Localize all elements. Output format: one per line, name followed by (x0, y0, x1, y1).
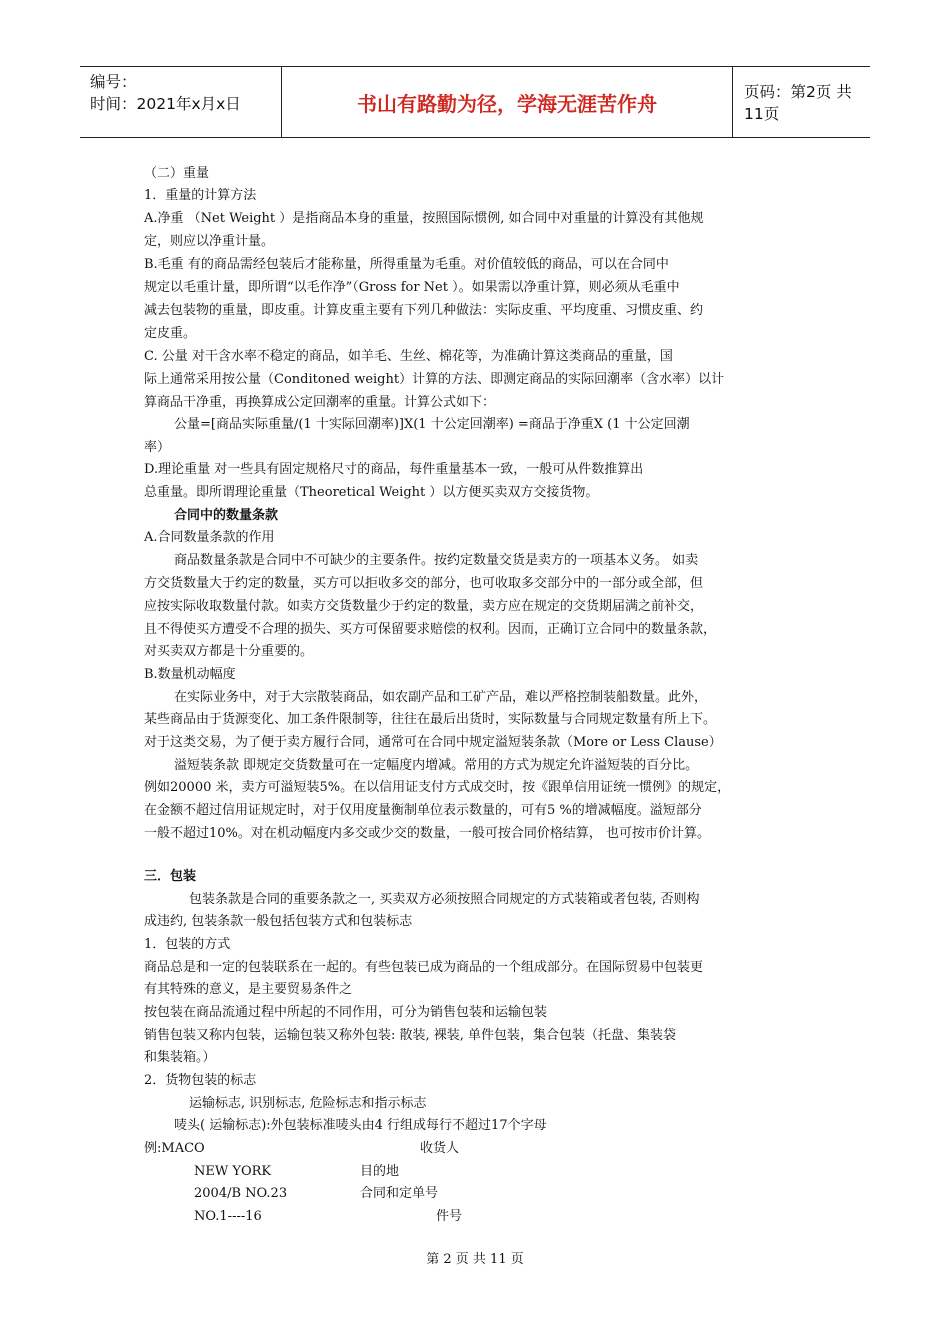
body-line: C. 公量 对干含水率不稳定的商品，如羊毛、生丝、棉花等，为准确计算这类商品的重量，国 (144, 349, 673, 364)
subsection-heading: 1．包装的方式 (144, 937, 231, 952)
body-line: 对买卖双方都是十分重要的。 (144, 644, 314, 659)
body-line: 方交货数量大于约定的数量，买方可以拒收多交的部分，也可收取多交部分中的一部分或全部，但 (144, 576, 704, 591)
document-date: 时间：2021年x月x日 (90, 95, 241, 113)
document-code-label: 编号： (90, 73, 137, 91)
body-line: 按包装在商品流通过程中所起的不同作用，可分为销售包装和运输包装 (144, 1005, 548, 1020)
body-line: 定皮重。 (144, 326, 197, 341)
body-line: 一般不超过10%。对在机动幅度内多交或少交的数量，一般可按合同价格结算， 也可按市价计算。 (144, 826, 711, 841)
section-heading: 三．包装 (144, 869, 197, 884)
subsection-heading: A.合同数量条款的作用 (144, 530, 275, 545)
body-line: 运输标志, 识别标志, 危险标志和指示标志 (189, 1096, 427, 1111)
bold-heading: 合同中的数量条款 (174, 508, 279, 523)
body-line: 商品总是和一定的包装联系在一起的。有些包装已成为商品的一个组成部分。在国际贸易中包装更 (144, 960, 704, 975)
subsection-heading: 2．货物包装的标志 (144, 1073, 257, 1088)
shipping-mark-line: NEW YORK (194, 1164, 272, 1179)
shipping-mark-meaning: 合同和定单号 (360, 1186, 439, 1201)
body-line: 且不得使买方遭受不合理的损失、买方可保留要求赔偿的权利。因而，正确订立合同中的数量条款， (144, 622, 717, 637)
body-line: 在金额不超过信用证规定时，对于仅用度量衡制单位表示数量的，可有5 %的增减幅度。溢短部分 (144, 803, 702, 818)
body-line: 包装条款是合同的重要条款之一, 买卖双方必须按照合同规定的方式装箱或者包装, 否则构 (189, 892, 700, 907)
body-line: 成违约, 包装条款一般包括包装方式和包装标志 (144, 914, 413, 929)
body-line: 对于这类交易，为了便于卖方履行合同，通常可在合同中规定溢短装条款（More or Less Clause） (144, 735, 722, 750)
body-line: 在实际业务中，对于大宗散装商品，如农副产品和工矿产品，难以严格控制装船数量。此外， (174, 690, 708, 705)
body-line: 和集装箱。） (144, 1050, 216, 1065)
body-line: 例如20000 米，卖方可溢短装5%。在以信用证支付方式成交时，按《跟单信用证统一惯例》的规定， (144, 780, 731, 795)
shipping-mark-line: 2004/B NO.23 (194, 1186, 288, 1201)
formula-line: 率） (144, 440, 171, 455)
subsection-heading: 1．重量的计算方法 (144, 188, 257, 203)
body-line: 唛头( 运输标志):外包装标准唛头由4 行组成每行不超过17个字母 (174, 1118, 547, 1133)
shipping-mark-meaning: 件号 (436, 1209, 463, 1224)
header-page-number: 页码：第2页 共11页 (744, 83, 852, 123)
body-line: 际上通常采用按公量（Conditoned weight）计算的方法、即测定商品的实际回潮率（含水率）以计 (144, 372, 725, 387)
body-line: 应按实际收取数量付款。如卖方交货数量少于约定的数量，卖方应在规定的交货期届满之前补交， (144, 599, 704, 614)
body-line: 规定以毛重计量，即所谓“以毛作净”（Gross for Net ）。如果需以净重计算，则必须从毛重中 (144, 280, 680, 295)
body-line: 某些商品由于货源变化、加工条件限制等，往往在最后出货时，实际数量与合同规定数量有所上下。 (144, 712, 717, 727)
section-heading: （二）重量 (144, 166, 210, 181)
body-line: 减去包装物的重量，即皮重。计算皮重主要有下列几种做法：实际皮重、平均度重、习惯皮重、约 (144, 303, 704, 318)
body-line: 算商品干净重，再换算成公定回潮率的重量。计算公式如下： (144, 395, 496, 410)
body-line: 商品数量条款是合同中不可缺少的主要条件。按约定数量交货是卖方的一项基本义务。 如卖 (174, 553, 699, 568)
body-line: 总重量。即所谓理论重量（Theoretical Weight ）以方便买卖双方交接货物。 (144, 485, 599, 500)
body-line: D.理论重量 对一些具有固定规格尺寸的商品，每件重量基本一致，一般可从件数推算出 (144, 462, 644, 477)
shipping-mark-line: 例:MACO (144, 1141, 205, 1156)
shipping-mark-meaning: 目的地 (360, 1164, 400, 1179)
page-footer: 第 2 页 共 11 页 (426, 1252, 524, 1267)
header-info (90, 71, 241, 115)
body-line: 定，则应以净重计量。 (144, 234, 275, 249)
body-line: B.毛重 有的商品需经包装后才能称量，所得重量为毛重。对价值较低的商品，可以在合同中 (144, 257, 669, 272)
header-motto: 书山有路勤为径，学海无涯苦作舟 (281, 67, 733, 137)
subsection-heading: B.数量机动幅度 (144, 667, 236, 682)
formula-line: 公量=[商品实际重量/(1 十实际回潮率)]X(1 十公定回潮率) =商品于净重X (1 十公定回潮 (174, 417, 690, 432)
body-line: 有其特殊的意义，是主要贸易条件之 (144, 982, 353, 997)
shipping-mark-line: NO.1----16 (194, 1209, 262, 1224)
body-line: 销售包装又称内包装，运输包装又称外包装: 散装, 裸装, 单件包装，集合包装（托盘、集装袋 (144, 1028, 677, 1043)
body-line: 溢短装条款 即规定交货数量可在一定幅度内增减。常用的方式为规定允许溢短装的百分比。 (174, 758, 699, 773)
page-header (80, 66, 870, 138)
body-line: A.净重 （Net Weight ）是指商品本身的重量，按照国际惯例, 如合同中对重量的计算没有其他规 (144, 211, 704, 226)
shipping-mark-meaning: 收货人 (420, 1141, 460, 1156)
